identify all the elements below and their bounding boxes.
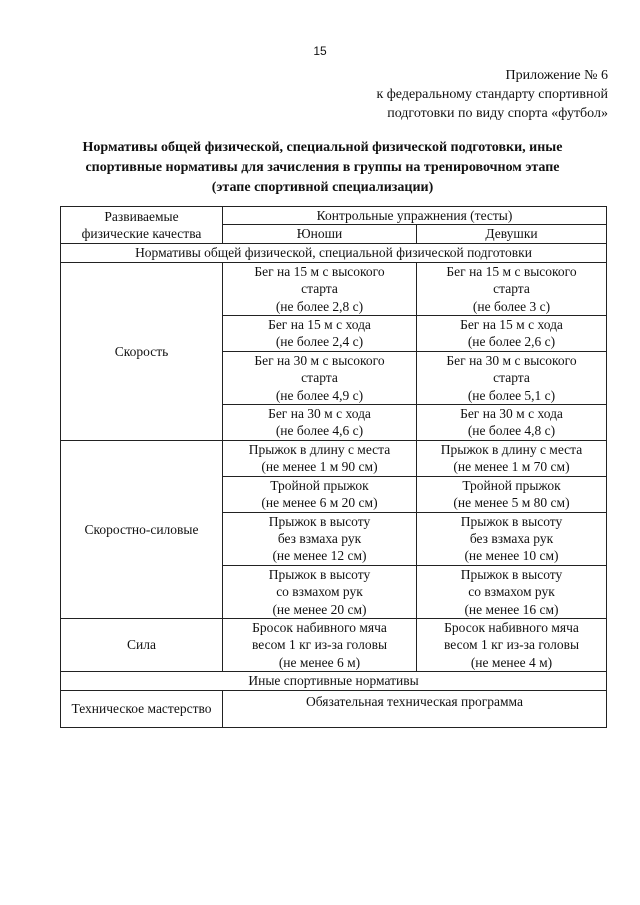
test-line: (не более 4,8 с) [467,423,556,439]
technical-requirement-cell: Обязательная техническая программа [223,691,607,728]
appendix-line: к федеральному стандарту спортивной [376,87,608,102]
girls-norm-cell [417,512,607,565]
boys-norm-cell [223,512,417,565]
header-tests: Контрольные упражнения (тесты) [223,207,607,225]
test-line: без взмаха рук [277,530,362,546]
boys-norm-cell [223,351,417,404]
test-line: Бег на 15 м с высокого [446,263,577,279]
test-row [61,262,607,315]
boys-norm-cell [223,405,417,441]
test-line: старта [301,281,338,297]
test-line: Прыжок в высоту [460,513,563,529]
girls-norm-cell [417,618,607,671]
test-line: (не менее 4 м) [470,654,553,670]
document-title [50,138,595,198]
boys-norm-cell [223,316,417,352]
test-line: (не более 4,6 с) [275,423,364,439]
test-line: Прыжок в высоту [268,566,371,582]
girls-norm-cell [417,476,607,512]
test-line: Бег на 15 м с хода [268,317,371,333]
test-line: Бросок набивного мяча [444,619,579,635]
test-line: (не менее 6 м 20 см) [261,495,378,511]
table-header-row [61,207,607,225]
test-line: Бег на 15 м с хода [460,317,563,333]
header-quality-line: Развиваемые [104,208,179,224]
boys-norm-cell [223,565,417,618]
test-line: Прыжок в высоту [460,566,563,582]
appendix-line: Приложение № 6 [505,68,608,83]
boys-norm-cell [223,440,417,476]
test-line: Прыжок в высоту [268,513,371,529]
test-line: Бег на 30 м с высокого [254,352,385,368]
boys-norm-cell [223,262,417,315]
test-line: Тройной прыжок [462,477,561,493]
quality-cell: Скоростно-силовые [61,440,223,618]
test-line: Бег на 30 м с хода [268,406,371,422]
test-line: Тройной прыжок [270,477,369,493]
title-line: спортивные нормативы для зачисления в группы на тренировочном этапе [85,160,560,175]
test-line: (не менее 5 м 80 см) [453,495,570,511]
test-line: (не более 3 с) [472,298,551,314]
test-line: (не более 2,8 с) [275,298,364,314]
appendix-line: подготовки по виду спорта «футбол» [387,106,608,121]
girls-norm-cell [417,565,607,618]
girls-norm-cell [417,316,607,352]
boys-norm-cell [223,476,417,512]
test-line: Бег на 30 м с хода [460,406,563,422]
girls-norm-cell [417,262,607,315]
title-line: (этапе спортивной специализации) [211,180,434,195]
header-girls: Девушки [417,225,607,243]
girls-norm-cell [417,351,607,404]
test-line: (не менее 1 м 70 см) [453,459,570,475]
test-line: Прыжок в длину с места [440,441,583,457]
test-line: (не менее 20 см) [272,601,367,617]
test-line: (не менее 1 м 90 см) [261,459,378,475]
header-quality-line: физические качества [81,225,202,241]
technical-row [61,691,607,728]
test-line: старта [493,281,530,297]
test-line: (не менее 12 см) [272,548,367,564]
section-other-label: Иные спортивные нормативы [61,672,607,691]
standards-table-body [61,207,607,728]
test-line: Бег на 15 м с высокого [254,263,385,279]
page-number: 15 [313,44,327,58]
test-line: без взмаха рук [469,530,554,546]
test-line: (не более 5,1 с) [467,387,556,403]
girls-norm-cell [417,405,607,441]
standards-table [60,206,607,728]
test-line: (не более 4,9 с) [275,387,364,403]
test-line: Прыжок в длину с места [248,441,391,457]
quality-cell: Сила [61,618,223,671]
quality-cell: Скорость [61,262,223,440]
test-row [61,440,607,476]
section-general-label: Нормативы общей физической, специальной физической подготовки [61,243,607,262]
test-line: Бросок набивного мяча [252,619,387,635]
title-line: Нормативы общей физической, специальной физической подготовки, иные [82,140,563,155]
girls-norm-cell [417,440,607,476]
test-row [61,618,607,671]
test-line: со взмахом рук [468,584,555,600]
test-line: (не менее 16 см) [464,601,559,617]
test-line: Бег на 30 м с высокого [446,352,577,368]
section-row-general [61,243,607,262]
technical-quality-cell: Техническое мастерство [61,691,223,728]
section-row-other [61,672,607,691]
test-line: весом 1 кг из-за головы [443,637,580,653]
test-line: старта [493,370,530,386]
boys-norm-cell [223,618,417,671]
test-line: весом 1 кг из-за головы [251,637,388,653]
test-line: (не менее 6 м) [278,654,361,670]
appendix-reference [376,66,608,123]
test-line: со взмахом рук [276,584,363,600]
test-line: (не более 2,4 с) [275,334,364,350]
test-line: (не менее 10 см) [464,548,559,564]
test-line: старта [301,370,338,386]
header-quality [61,207,223,244]
header-boys: Юноши [223,225,417,243]
test-line: (не более 2,6 с) [467,334,556,350]
